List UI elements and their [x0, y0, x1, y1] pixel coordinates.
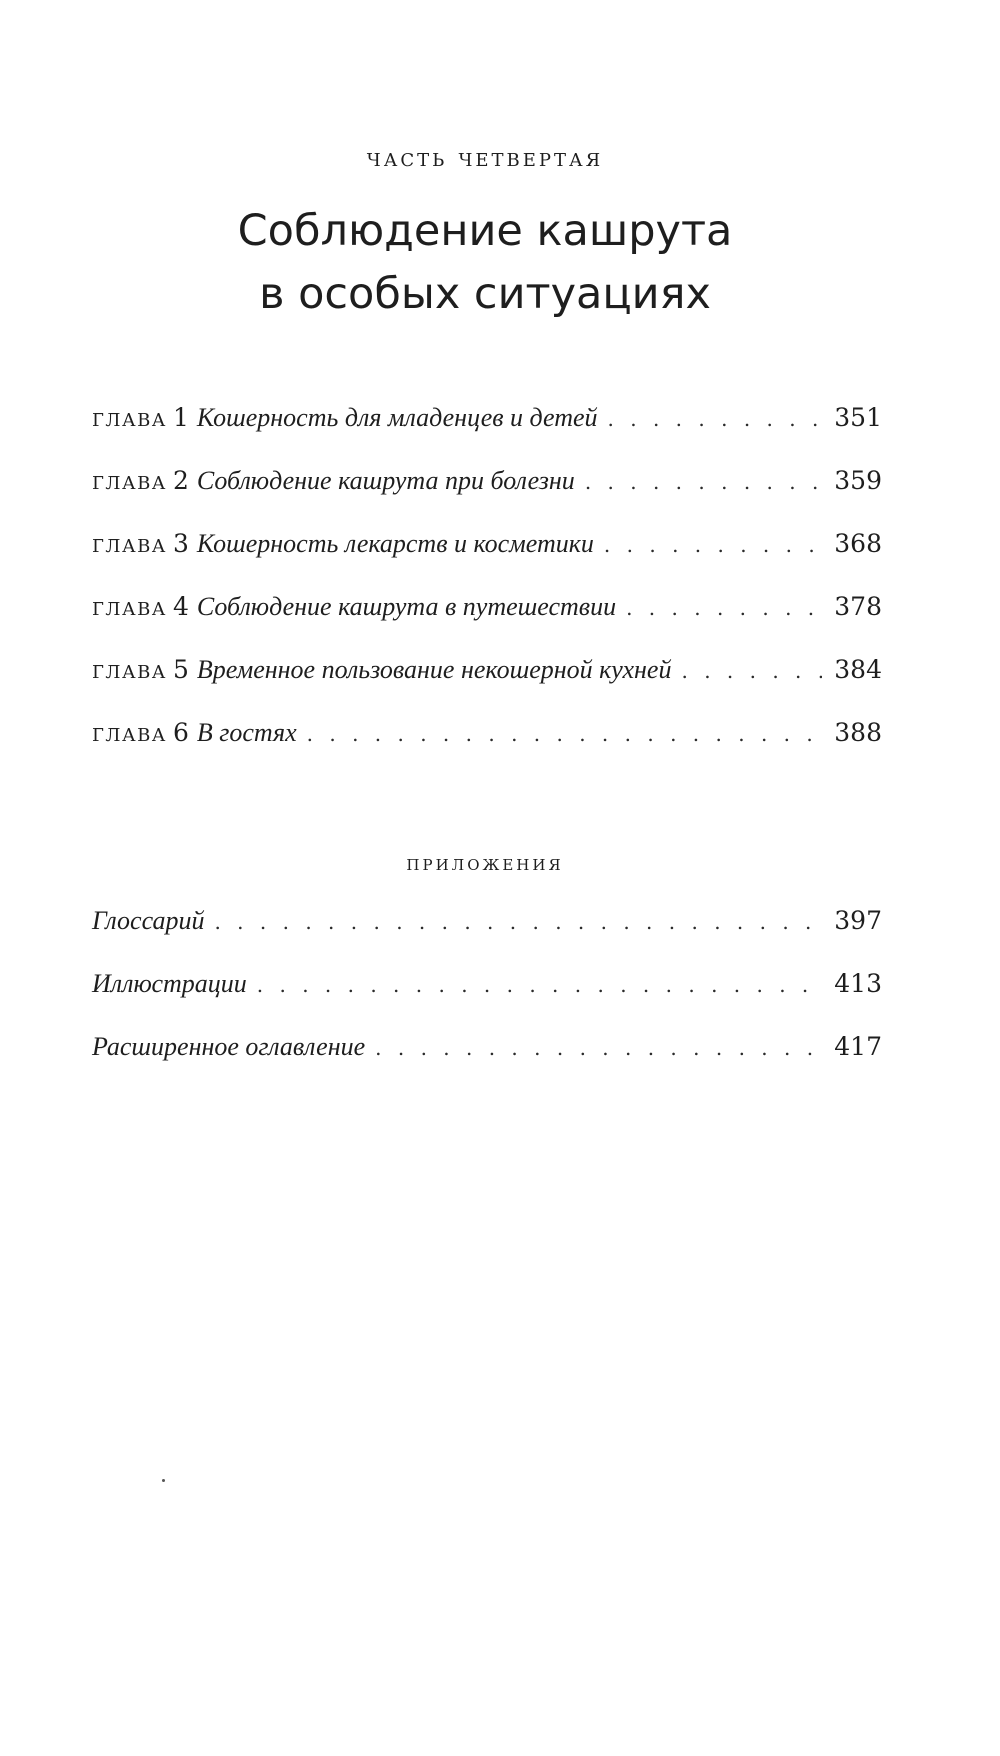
dot-leader — [257, 973, 823, 997]
chapter-list — [92, 403, 882, 781]
part-title-line-2: в особых ситуациях — [259, 269, 711, 319]
chapter-number: 5 — [172, 655, 189, 684]
dot-leader — [585, 470, 822, 494]
dot-leader — [375, 1036, 822, 1060]
chapter-label: глава — [92, 718, 167, 747]
part-title-line-1: Соблюдение кашрута — [237, 206, 733, 256]
toc-entry-chapter-4[interactable] — [92, 592, 882, 655]
page-number: 413 — [834, 969, 882, 998]
chapter-number: 1 — [172, 403, 189, 432]
chapter-title: Кошерность лекарств и косметики — [196, 529, 594, 558]
toc-entry-chapter-2[interactable] — [92, 466, 882, 529]
dot-leader — [307, 722, 823, 746]
toc-entry-extended-contents[interactable] — [92, 1032, 882, 1095]
appendix-heading: приложения — [406, 851, 564, 876]
chapter-label: глава — [92, 403, 167, 432]
page-number: 368 — [834, 529, 882, 558]
toc-entry-chapter-5[interactable] — [92, 655, 882, 718]
dot-leader — [604, 533, 822, 557]
chapter-label: глава — [92, 592, 167, 621]
chapter-number: 2 — [172, 466, 189, 495]
page-number: 417 — [834, 1032, 882, 1061]
page-number: 359 — [834, 466, 882, 495]
chapter-label: глава — [92, 655, 167, 684]
dot-leader — [681, 659, 822, 683]
chapter-title: В гостях — [196, 718, 297, 747]
chapter-label: глава — [92, 529, 167, 558]
toc-entry-glossary[interactable] — [92, 906, 882, 969]
page-number: 388 — [834, 718, 882, 747]
chapter-number: 3 — [172, 529, 189, 558]
dot-leader — [214, 910, 822, 934]
print-speck — [162, 1479, 165, 1482]
appendix-title: Глоссарий — [92, 906, 205, 935]
dot-leader — [608, 407, 823, 431]
chapter-number: 4 — [172, 592, 189, 621]
appendix-list — [92, 906, 882, 1095]
page-number: 384 — [834, 655, 882, 684]
part-label: часть четвертая — [366, 143, 604, 173]
page-number: 378 — [834, 592, 882, 621]
toc-entry-chapter-1[interactable] — [92, 403, 882, 466]
appendix-title: Расширенное оглавление — [92, 1032, 366, 1061]
appendix-title: Иллюстрации — [92, 969, 247, 998]
toc-entry-chapter-3[interactable] — [92, 529, 882, 592]
page-number: 397 — [834, 906, 882, 935]
toc-entry-illustrations[interactable] — [92, 969, 882, 1032]
page-number: 351 — [834, 403, 882, 432]
chapter-title: Соблюдение кашрута в путешествии — [196, 592, 617, 621]
toc-entry-chapter-6[interactable] — [92, 718, 882, 781]
chapter-title: Соблюдение кашрута при болезни — [196, 466, 575, 495]
part-title — [0, 200, 970, 326]
chapter-label: глава — [92, 466, 167, 495]
chapter-title: Временное пользование некошерной кухней — [196, 655, 672, 684]
chapter-number: 6 — [172, 718, 189, 747]
chapter-title: Кошерность для младенцев и детей — [196, 403, 598, 432]
dot-leader — [626, 596, 822, 620]
